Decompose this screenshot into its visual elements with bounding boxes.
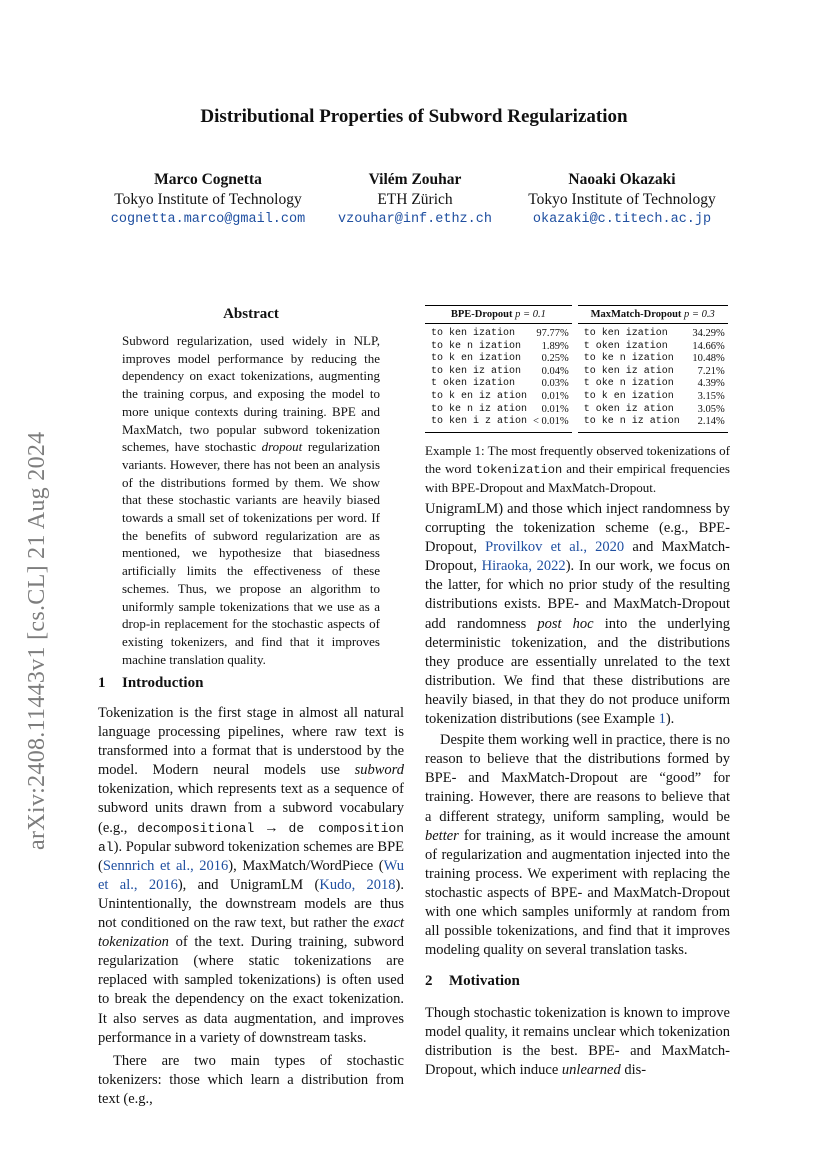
table-row: to k en iz ation 0.01% to k en ization 3.15%: [431, 390, 725, 402]
citation-link[interactable]: Sennrich et al., 2016: [102, 857, 229, 874]
arxiv-stamp: arXiv:2408.11443v1 [cs.CL] 21 Aug 2024: [24, 431, 50, 850]
author-email[interactable]: vzouhar@inf.ethz.ch: [338, 212, 492, 227]
author-block-3: [512, 170, 732, 230]
paragraph: Though stochastic tokenization is known to improve model quality, it remains unclear which tokenization distribution is the best. BPE- and MaxMatch-Dropout, which induce unlearned dis-: [425, 1005, 730, 1079]
paper-title: Distributional Properties of Subword Regularization: [200, 106, 628, 127]
intro-paragraph-2: There are two main types of stochastic tokenizers: those which learn a distribution from text (e.g.,: [98, 1052, 404, 1107]
author-name: Vilém Zouhar: [368, 171, 462, 188]
paragraph: UnigramLM) and those which inject randomness by corrupting the tokenization scheme (e.g., BPE-Dropout, Provilkov et al., 2020 and MaxMatch-Dropout, Hiraoka, 2022). In our work, we focus on the latter, for which no prior study of the resulting distributions exists. BPE- and MaxMatch-Dropout add randomness post hoc into the underlying deterministic tokenization, and the distributions they produce are essentially unrelated to the text distribution. We find that these distributions are heavily biased, in that they do not produce uniform tokenization distributions (see Example 1).: [425, 501, 731, 728]
table-row: to ken iz ation 0.04% to ken iz ation 7.21%: [431, 365, 725, 377]
author-email[interactable]: cognetta.marco@gmail.com: [110, 212, 306, 227]
author-name: Naoaki Okazaki: [568, 171, 676, 188]
table-row: to k en ization 0.25% to ke n ization 10.48%: [431, 353, 725, 365]
right-column-body: [425, 500, 730, 960]
paragraph: Despite them working well in practice, there is no reason to believe that the distributions formed by BPE- and MaxMatch-Dropout are “good” for training. However, there are reasons to believe that a different strategy, uniform sampling, would be better for training, as it would increase the amount of regularization and augmentation injected into the training process. We experiment with replacing the stochastic aspects of BPE- and MaxMatch-Dropout with one which samples uniformly at random from all possible tokenizations, and find that it improves modeling quality on several translation tasks.: [425, 732, 730, 959]
table-row: to ke n ization 1.89% t oken ization 14.66%: [431, 340, 725, 352]
table-header-maxmatch: MaxMatch-Dropout p = 0.3: [578, 306, 728, 324]
intro-body: [98, 704, 404, 1109]
example-table: [425, 305, 730, 433]
section-heading-introduction: 1 Introduction: [98, 675, 204, 691]
motivation-body: [425, 1004, 730, 1080]
citation-link[interactable]: Hiraoka, 2022: [481, 558, 566, 575]
author-name: Marco Cognetta: [154, 171, 262, 188]
intro-paragraph-1: Tokenization is the first stage in almost all natural language processing pipelines, where raw text is transformed into a format that is understood by the model. Modern neural models use subword tokenization, which represents text as a sequence of subword units drawn from a subword vocabulary (e.g., decompositional → de composition al). Popular subword tokenization schemes are BPE (Sennrich et al., 2016), MaxMatch/WordPiece (Wu et al., 2016), and UnigramLM (Kudo, 2018). Unintentionally, the downstream models are thus not conditioned on the raw text, but rather the exact tokenization of the text. During training, subword regularization (where static tokenizations are replaced with sampled tokenizations) is often used to break the dependency on the exact tokenization. It also serves as data augmentation, and improves performance in a variety of downstream tasks.: [98, 705, 405, 1046]
section-heading-motivation: 2 Motivation: [425, 973, 520, 989]
table-row: to ke n iz ation 0.01% t oken iz ation 3.05%: [431, 403, 725, 415]
table-header-bpe: BPE-Dropout p = 0.1: [425, 306, 572, 324]
author-affiliation: ETH Zürich: [377, 191, 453, 208]
author-email[interactable]: okazaki@c.titech.ac.jp: [532, 212, 712, 227]
abstract-heading: Abstract: [223, 306, 279, 322]
author-block-2: [318, 170, 512, 230]
citation-link[interactable]: Kudo, 2018: [319, 876, 396, 893]
author-affiliation: Tokyo Institute of Technology: [114, 191, 302, 208]
table-row: t oken ization 0.03% t oke n ization 4.39%: [431, 378, 725, 390]
author-block-1: [98, 170, 318, 230]
abstract-text: Subword regularization, used widely in NLP, improves model performance by reducing the dependency on exact tokenizations, augmenting the training corpus, and exposing the model to more unique contexts during training. BPE and MaxMatch, two popular subword tokenization schemes, have stochastic dropout regularization variants. However, there has not been an analysis of the distributions formed by them. We show that these stochastic variants are heavily biased towards a small set of tokenizations per word. If the benefits of subword regularization are as mentioned, we hypothesize that biasedness artificially limits the effectiveness of these schemes. Thus, we propose an algorithm to uniformly sample tokenizations that we use as a drop-in replacement for the stochastic aspects of existing tokenizers, and find that it improves machine translation quality.: [122, 333, 381, 667]
citation-link[interactable]: Wu et al., 2016: [98, 857, 404, 893]
example-ref-link[interactable]: 1: [658, 711, 666, 728]
example-caption: Example 1: The most frequently observed tokenizations of the word tokenization and their empirical frequencies with BPE-Dropout and MaxMatch-Dropout.: [425, 443, 730, 495]
author-affiliation: Tokyo Institute of Technology: [528, 191, 716, 208]
citation-link[interactable]: Provilkov et al., 2020: [485, 539, 625, 556]
table-row: to ken i z ation < 0.01% to ke n iz ation 2.14%: [425, 416, 728, 432]
table-row: to ken ization 97.77% to ken ization 34.29%: [431, 328, 725, 339]
